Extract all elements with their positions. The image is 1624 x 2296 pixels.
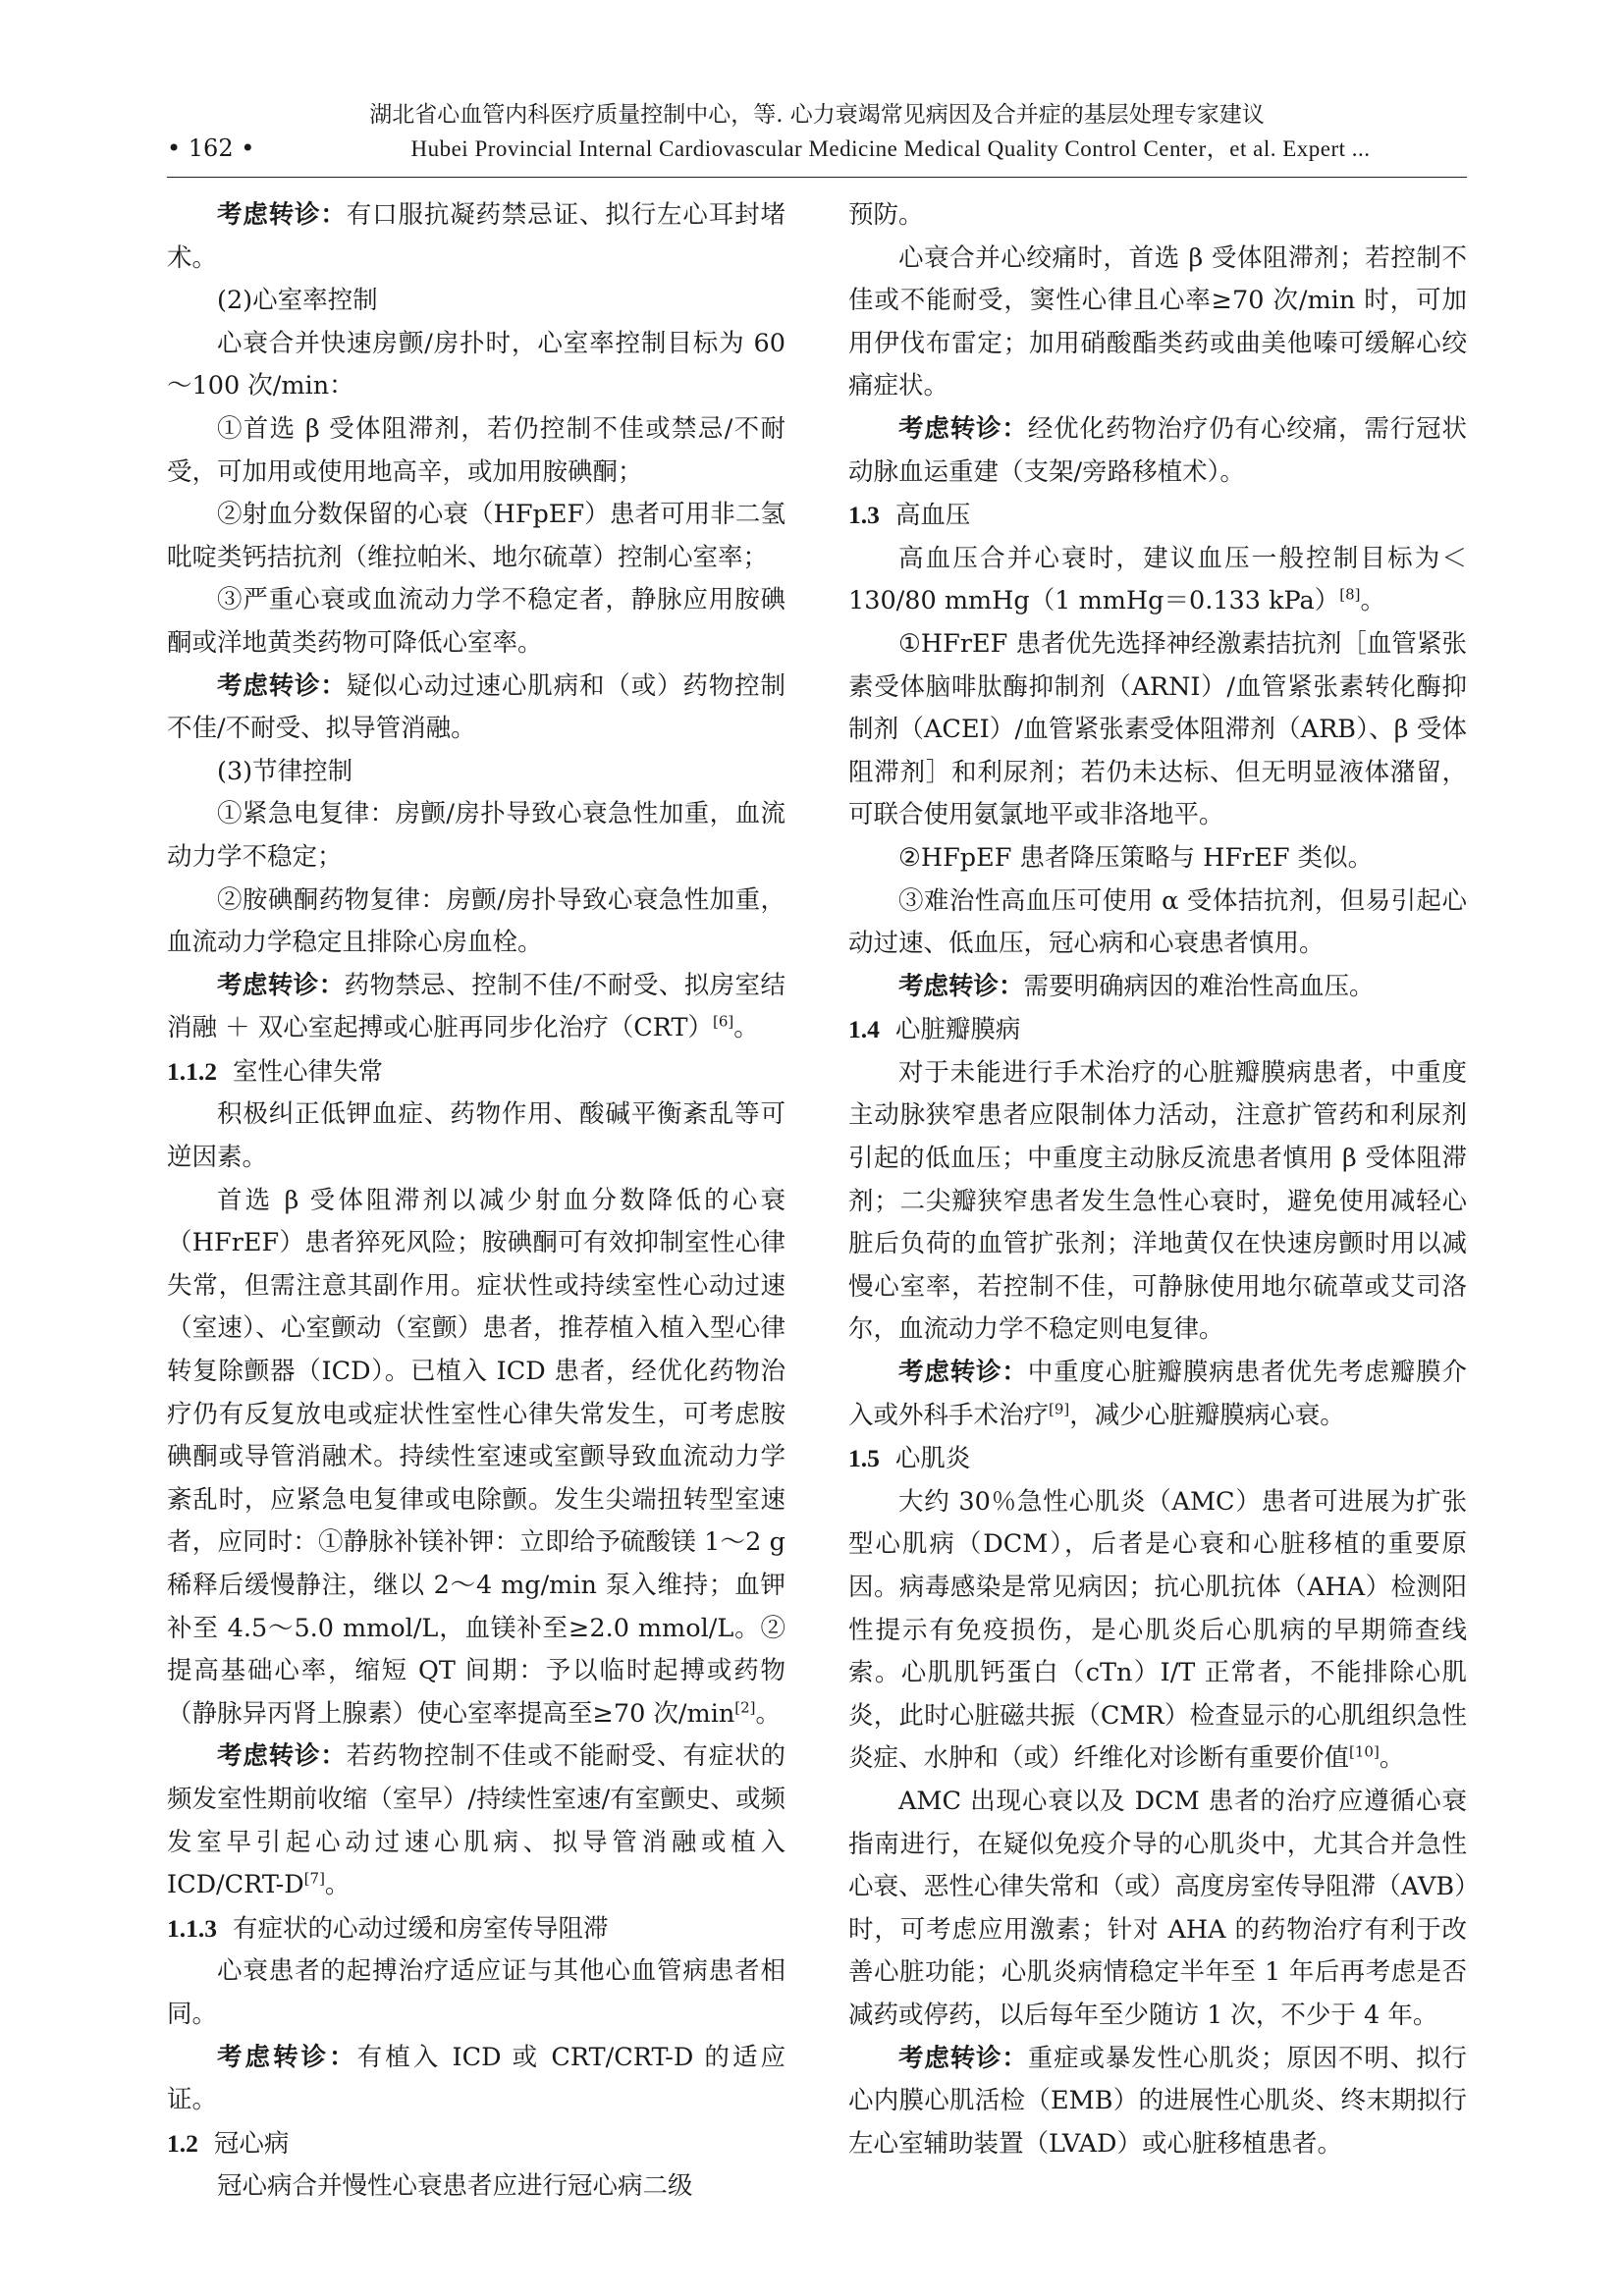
subheading-rate-control: (2)心室率控制 (217, 286, 378, 316)
referral-lead: 考虑转诊： (217, 2042, 357, 2072)
citation-ref: [8] (1339, 585, 1361, 604)
paragraph-text: 有植入 ICD 或 CRT/CRT-D 的适应证。 (167, 2042, 785, 2115)
section-number: 1.3 (848, 501, 880, 530)
paragraph-end: 。 (1360, 586, 1386, 616)
citation-ref: [9] (1049, 1400, 1070, 1418)
citation-ref: [10] (1349, 1742, 1380, 1761)
section-number: 1.4 (848, 1015, 880, 1044)
paragraph (167, 666, 785, 751)
section-title: 有症状的心动过缓和房室传导阻滞 (233, 1913, 609, 1944)
paragraph-text: 经优化药物治疗仍有心绞痛，需行冠状动脉血运重建（支架/旁路移植术）。 (848, 413, 1467, 487)
section-title: 心脏瓣膜病 (894, 1015, 1021, 1045)
paragraph: 心衰合并心绞痛时，首选 β 受体阻滞剂；若控制不佳或不能耐受，窦性心律且心率≥70 次/min 时，可加用伊伐布雷定；加用硝酸酯类药或曲美他嗪可缓解心绞痛症状。 (848, 242, 1467, 401)
paragraph-end: 。 (733, 1013, 759, 1043)
citation-ref: [2] (734, 1698, 756, 1717)
paragraph: 积极纠正低钾血症、药物作用、酸碱平衡紊乱等可逆因素。 (167, 1099, 785, 1173)
paragraph-continued: 预防。 (848, 200, 924, 230)
section-heading (167, 1050, 785, 1095)
paragraph-text: 疑似心动过速心肌病和（或）药物控制不佳/不耐受、拟导管消融。 (167, 670, 785, 744)
header-rule (167, 177, 1467, 178)
referral-lead: 考虑转诊： (898, 971, 1024, 1001)
paragraph (167, 965, 785, 1050)
referral-lead: 考虑转诊： (898, 1358, 1028, 1388)
paragraph-end: 。 (1379, 1743, 1405, 1774)
paragraph: ①首选 β 受体阻滞剂，若仍控制不佳或禁忌/不耐受，可加用或使用地高辛，或加用胺碘酮； (167, 413, 785, 487)
header-title-cn: 湖北省心血管内科医疗质量控制中心，等. 心力衰竭常见病因及合并症的基层处理专家建议 (369, 102, 1265, 128)
section-title: 心肌炎 (894, 1444, 971, 1474)
citation-ref: [7] (303, 1869, 325, 1888)
paragraph (848, 408, 1467, 494)
paragraph-end: ，减少心脏瓣膜病心衰。 (1069, 1400, 1345, 1430)
paragraph-end: 。 (755, 1698, 782, 1729)
paragraph: 心衰合并快速房颤/房扑时，心室率控制目标为 60～100 次/min： (167, 328, 785, 401)
paragraph (848, 2038, 1467, 2166)
section-number: 1.1.2 (167, 1056, 217, 1086)
section-heading (848, 1437, 1467, 1481)
running-header (167, 98, 1467, 166)
paragraph: ①紧急电复律：房颤/房扑导致心衰急性加重，血流动力学不稳定； (167, 799, 785, 872)
paragraph: ②HFpEF 患者降压策略与 HFrEF 类似。 (898, 842, 1374, 873)
paragraph: ③难治性高血压可使用 α 受体拮抗剂，但易引起心动过速、低血压，冠心病和心衰患者慎用。 (848, 885, 1467, 959)
paragraph-text: 大约 30％急性心肌炎（AMC）患者可进展为扩张型心肌病（DCM），后者是心衰和心脏移植的重要原因。病毒感染是常见病因；抗心肌抗体（AHA）检测阳性提示有免疫损伤，是心肌炎后心肌病的早期筛查线索。心肌肌钙蛋白（cTn）I/T 正常者，不能排除心肌炎，此时心脏磁共振（CMR）检查显示的心肌组织急性炎症、水肿和（或）纤维化对诊断有重要价值 (848, 1486, 1467, 1774)
page-number: • 162 • (167, 134, 255, 162)
paragraph (848, 1481, 1467, 1781)
right-column (848, 194, 1467, 2165)
section-number: 1.2 (167, 2128, 198, 2158)
paragraph-text: 重症或暴发性心肌炎；原因不明、拟行心内膜心肌活检（EMB）的进展性心肌炎、终末期拟行左心室辅助装置（LVAD）或心脏移植患者。 (848, 2043, 1467, 2159)
paragraph-text: 需要明确病因的难治性高血压。 (1023, 971, 1375, 1001)
referral-lead: 考虑转诊： (217, 200, 347, 230)
paragraph-text: 首选 β 受体阻滞剂以减少射血分数降低的心衰（HFrEF）患者猝死风险；胺碘酮可有效抑制室性心律失常，但需注意其副作用。症状性或持续室性心动过速（室速）、心室颤动（室颤）患者，推荐植入植入型心律转复除颤器（ICD）。已植入 ICD 患者，经优化药物治疗仍有反复放电或症状性室性心律失常发生，可考虑胺碘酮或导管消融术。持续性室速或室颤导致血流动力学紊乱时，应紧急电复律或电除颤。发生尖端扭转型室速者，应同时：①静脉补镁补钾：立即给予硫酸镁 1～2 g 稀释后缓慢静注，继以 2～4 mg/min 泵入维持；血钾补至 4.5～5.0 mmol/L，血镁补至≥2.0 mmol/L。②提高基础心率，缩短 QT 间期：予以临时起搏或药物（静脉异丙肾上腺素）使心室率提高至≥70 次/min (167, 1185, 785, 1729)
subheading-rhythm-control: (3)节律控制 (217, 756, 353, 786)
section-heading (848, 1008, 1467, 1052)
header-title-en: Hubei Provincial Internal Cardiovascular Medicine Medical Quality Control Center，et al. Expert ... (410, 136, 1371, 161)
paragraph: ①HFrEF 患者优先选择神经激素拮抗剂［血管紧张素受体脑啡肽酶抑制剂（ARNI）/血管紧张素转化酶抑制剂（ACEI）/血管紧张素受体阻滞剂（ARB）、β 受体阻滞剂］和利尿剂；若仍未达标、但无明显液体潴留，可联合使用氨氯地平或非洛地平。 (848, 628, 1467, 830)
section-title: 冠心病 (213, 2128, 290, 2159)
paragraph: ②射血分数保留的心衰（HFpEF）患者可用非二氢吡啶类钙拮抗剂（维拉帕米、地尔硫䓬）控制心室率； (167, 500, 785, 572)
section-heading (167, 2122, 785, 2166)
paragraph-text: 高血压合并心衰时，建议血压一般控制目标为＜130/80 mmHg（1 mmHg＝0.133 kPa） (848, 543, 1467, 616)
section-title: 室性心律失常 (233, 1056, 384, 1087)
referral-lead: 考虑转诊： (217, 670, 347, 701)
referral-lead: 考虑转诊： (898, 413, 1028, 444)
paragraph (167, 1180, 785, 1736)
paragraph (167, 2037, 785, 2122)
paragraph (848, 966, 1467, 1009)
section-number: 1.1.3 (167, 1913, 217, 1943)
citation-ref: [6] (712, 1012, 734, 1031)
paragraph: ③严重心衰或血流动力学不稳定者，静脉应用胺碘酮或洋地黄类药物可降低心室率。 (167, 585, 785, 658)
paragraph-text: 有口服抗凝药禁忌证、拟行左心耳封堵术。 (167, 200, 785, 273)
paragraph (848, 538, 1467, 623)
section-number: 1.5 (848, 1444, 880, 1473)
section-heading (167, 1907, 785, 1951)
paragraph (848, 1352, 1467, 1437)
paragraph-text: 药物禁忌、控制不佳/不耐受、拟房室结消融 ＋ 双心室起搏或心脏再同步化治疗（CRT） (167, 970, 785, 1043)
paragraph (167, 1735, 785, 1906)
paragraph-text: 中重度心脏瓣膜病患者优先考虑瓣膜介入或外科手术治疗 (848, 1358, 1467, 1430)
paragraph-end: 。 (324, 1870, 351, 1900)
paragraph: 心衰患者的起搏治疗适应证与其他心血管病患者相同。 (167, 1956, 785, 2029)
left-column (167, 194, 785, 2209)
referral-lead: 考虑转诊： (217, 1741, 347, 1772)
section-heading (848, 494, 1467, 538)
paragraph: 对于未能进行手术治疗的心脏瓣膜病患者，中重度主动脉狭窄患者应限制体力活动，注意扩管药和利尿剂引起的低血压；中重度主动脉反流患者慎用 β 受体阻滞剂；二尖瓣狭窄患者发生急性心衰时，避免使用减轻心脏后负荷的血管扩张剂；洋地黄仅在快速房颤时用以减慢心室率，若控制不佳，可静脉使用地尔硫䓬或艾司洛尔，血流动力学不稳定则电复律。 (848, 1057, 1467, 1345)
paragraph (167, 194, 785, 280)
referral-lead: 考虑转诊： (898, 2043, 1028, 2073)
paragraph-text: 若药物控制不佳或不能耐受、有症状的频发室性期前收缩（室早）/持续性室速/有室颤史、或频发室早引起心动过速心肌病、拟导管消融或植入 ICD/CRT-D (167, 1741, 785, 1900)
paragraph: AMC 出现心衰以及 DCM 患者的治疗应遵循心衰指南进行，在疑似免疫介导的心肌炎中，尤其合并急性心衰、恶性心律失常和（或）高度房室传导阻滞（AVB）时，可考虑应用激素；针对 AHA 的药物治疗有利于改善心脏功能；心肌炎病情稳定半年至 1 年后再考虑是否减药或停药，以后每年至少随访 1 次，不少于 4 年。 (848, 1786, 1467, 2030)
paragraph: 冠心病合并慢性心衰患者应进行冠心病二级 (217, 2171, 693, 2202)
section-title: 高血压 (894, 501, 971, 531)
referral-lead: 考虑转诊： (217, 970, 345, 1000)
header-line-2 (167, 132, 1467, 166)
paragraph: ②胺碘酮药物复律：房颤/房扑导致心衰急性加重，血流动力学稳定且排除心房血栓。 (167, 884, 785, 958)
